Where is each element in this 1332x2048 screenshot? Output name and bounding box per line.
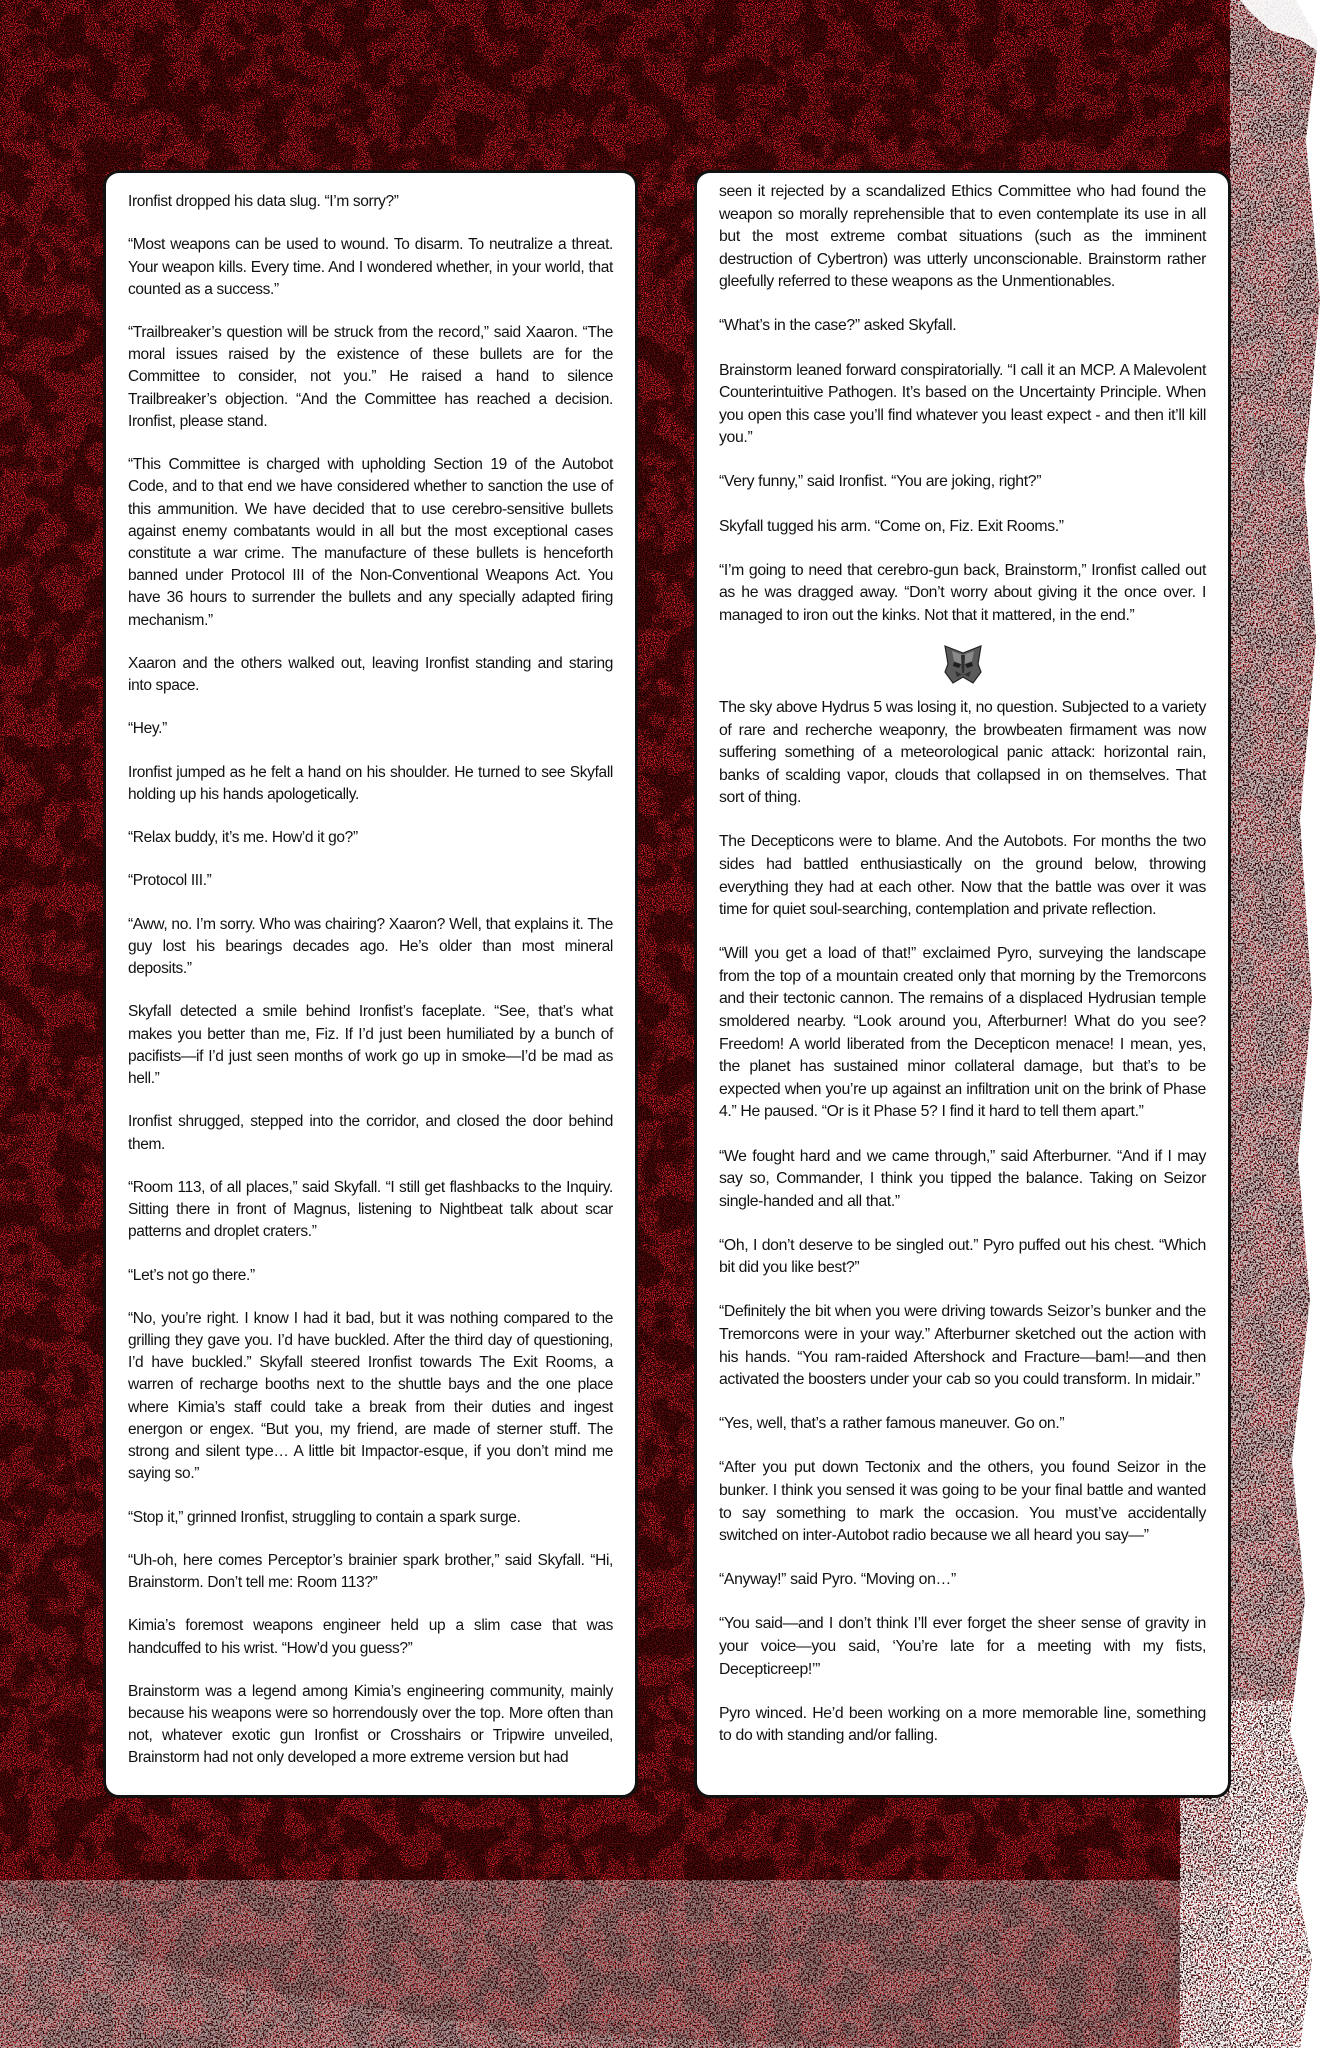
paragraph: “Yes, well, that’s a rather famous maneuver. Go on.”: [719, 1415, 1065, 1433]
paragraph: Ironfist shrugged, stepped into the corridor, and closed the door behind them.: [128, 1113, 613, 1153]
right-text-column: [694, 170, 1231, 1798]
paragraph: “After you put down Tectonix and the others, you found Seizor in the bunker. I think you sensed it was going to be your final battle and wanted to say something to mark the occasion. You must’ve accidentally switched on inter-Autobot radio because we all heard you say—”: [719, 1459, 1206, 1545]
paragraph: “Trailbreaker’s question will be struck from the record,” said Xaaron. “The moral issues raised by the existence of these bullets are for the Committee to consider, not you.” He raised a hand to silence Trailbreaker’s objection. “And the Committee has reached a decision. Ironfist, please stand.: [128, 324, 613, 430]
paragraph: “Stop it,” grinned Ironfist, struggling to contain a spark surge.: [128, 1508, 521, 1526]
paragraph: The Decepticons were to blame. And the Autobots. For months the two sides had battled enthusiastically on the ground below, throwing everything they had at each other. Now that the battle was over it was time for quiet soul-searching, contemplation and private reflection.: [719, 833, 1206, 919]
paragraph: Skyfall detected a smile behind Ironfist’s faceplate. “See, that’s what makes you better than me, Fiz. If I’d just been humiliated by a bunch of pacifists—if I’d just seen months of work go up in smoke—I’d be mad as hell.”: [128, 1003, 613, 1088]
paragraph: Pyro winced. He’d been working on a more memorable line, something to do with standing and/or falling.: [719, 1704, 1206, 1745]
paragraph: Brainstorm was a legend among Kimia’s engineering community, mainly because his weapons were so horrendously over the top. More often than not, whatever exotic gun Ironfist or Crosshairs or Tripwire unveiled, Brainstorm had not only developed a more extreme version but had: [128, 1682, 613, 1767]
paragraph: “This Committee is charged with upholding Section 19 of the Autobot Code, and to that end we have considered whether to sanction the use of this ammunition. We have decided that to use cerebro-sensitive bullets against enemy combatants would in all but the most exceptional cases constitute a war crime. The manufacture of these bullets is henceforth banned under Protocol III of the Non-Conventional Weapons Act. You have 36 hours to surrender the bullets and any specially adapted firing mechanism.”: [128, 456, 613, 629]
paragraph: Kimia’s foremost weapons engineer held up a slim case that was handcuffed to his wrist. “How’d you guess?”: [128, 1617, 613, 1657]
paragraph: “Most weapons can be used to wound. To disarm. To neutralize a threat. Your weapon kills. Every time. And I wondered whether, in your world, that counted as a success.”: [128, 236, 613, 298]
paragraph: “Relax buddy, it’s me. How’d it go?”: [128, 829, 358, 847]
paragraph: “What’s in the case?” asked Skyfall.: [719, 317, 957, 335]
paragraph: “Anyway!” said Pyro. “Moving on…”: [719, 1571, 956, 1589]
paragraph: seen it rejected by a scandalized Ethics Committee who had found the weapon so morally reprehensible that to even contemplate its use in all but the most extreme combat situations (such as the imminent destruction of Cybertron) was utterly unconscionable. Brainstorm rather gleefully referred to these weapons as the Unmentionables.: [719, 183, 1206, 291]
paragraph: Xaaron and the others walked out, leaving Ironfist standing and staring into space.: [128, 654, 613, 695]
left-text-column: [103, 170, 638, 1798]
decepticon-emblem-icon: [719, 643, 1206, 685]
paragraph: “No, you’re right. I know I had it bad, but it was nothing compared to the grilling they gave you. I’d have buckled. After the third day of questioning, I’d have buckled.” Skyfall steered Ironfist towards The Exit Rooms, a warren of recharge booths next to the shuttle bays and the one place where Kimia’s staff could take a break from their duties and ingest energon or engex. “But you, my friend, are made of sterner stuff. The strong and silent type… A little bit Impactor-esque, if you don’t mind me saying so.”: [128, 1309, 613, 1483]
paragraph: Brainstorm leaned forward conspiratorially. “I call it an MCP. A Malevolent Counterintuitive Pathogen. It’s based on the Uncertainty Principle. When you open this case you’ll find whatever you least expect - and then it’ll kill you.”: [719, 361, 1206, 447]
paragraph: “Let’s not go there.”: [128, 1266, 255, 1284]
paragraph: Skyfall tugged his arm. “Come on, Fiz. Exit Rooms.”: [719, 517, 1064, 535]
paragraph: “Uh-oh, here comes Perceptor’s brainier spark brother,” said Skyfall. “Hi, Brainstorm. Don’t tell me: Room 113?”: [128, 1551, 613, 1592]
paragraph: “Will you get a load of that!” exclaimed Pyro, surveying the landscape from the top of a mountain created only that morning by the Tremorcons and their tectonic cannon. The remains of a displaced Hydrusian temple smoldered nearby. “Look around you, Afterburner! What do you see? Freedom! A world liberated from the Decepticon menace! I mean, yes, the planet has sustained minor collateral damage, but that’s to be expected when you’re up against an infiltration unit on the brink of Phase 4.” He paused. “Or is it Phase 5? I find it hard to tell them apart.”: [719, 945, 1206, 1121]
paragraph: “Aww, no. I’m sorry. Who was chairing? Xaaron? Well, that explains it. The guy lost his bearings decades ago. He’s older than most mineral deposits.”: [128, 915, 613, 978]
paragraph: “Room 113, of all places,” said Skyfall. “I still get flashbacks to the Inquiry. Sitting there in front of Magnus, listening to Nightbeat talk about scar patterns and droplet craters.”: [128, 1178, 613, 1241]
paragraph: “Oh, I don’t deserve to be singled out.” Pyro puffed out his chest. “Which bit did you like best?”: [719, 1236, 1206, 1277]
paragraph: “Definitely the bit when you were driving towards Seizor’s bunker and the Tremorcons were in your way.” Afterburner sketched out the action with his hands. “You ram-raided Aftershock and Fracture—bam!—and then activated the boosters under your cab so you could transform. In midair.”: [719, 1303, 1206, 1389]
paragraph: “We fought hard and we came through,” said Afterburner. “And if I may say so, Commander, I think you tipped the balance. Taking on Seizor single-handed and all that.”: [719, 1147, 1206, 1210]
paragraph: Ironfist jumped as he felt a hand on his shoulder. He turned to see Skyfall holding up his hands apologetically.: [128, 763, 613, 803]
paragraph: “You said—and I don’t think I’ll ever forget the sheer sense of gravity in your voice—you said, ‘You’re late for a meeting with my fists, Decepticreep!’”: [719, 1615, 1206, 1678]
paragraph: “Very funny,” said Ironfist. “You are joking, right?”: [719, 473, 1042, 491]
paragraph: “Protocol III.”: [128, 872, 212, 890]
paragraph: The sky above Hydrus 5 was losing it, no question. Subjected to a variety of rare and recherche weaponry, the browbeaten firmament was now suffering something of a meteorological panic attack: horizontal rain, banks of scalding vapor, clouds that collapsed in on themselves. That sort of thing.: [719, 698, 1206, 807]
paragraph: Ironfist dropped his data slug. “I’m sorry?”: [128, 193, 399, 210]
paragraph: “Hey.”: [128, 720, 167, 738]
paragraph: “I’m going to need that cerebro-gun back, Brainstorm,” Ironfist called out as he was dragged away. “Don’t worry about giving it the once over. I managed to iron out the kinks. Not that it mattered, in the end.”: [719, 561, 1206, 624]
